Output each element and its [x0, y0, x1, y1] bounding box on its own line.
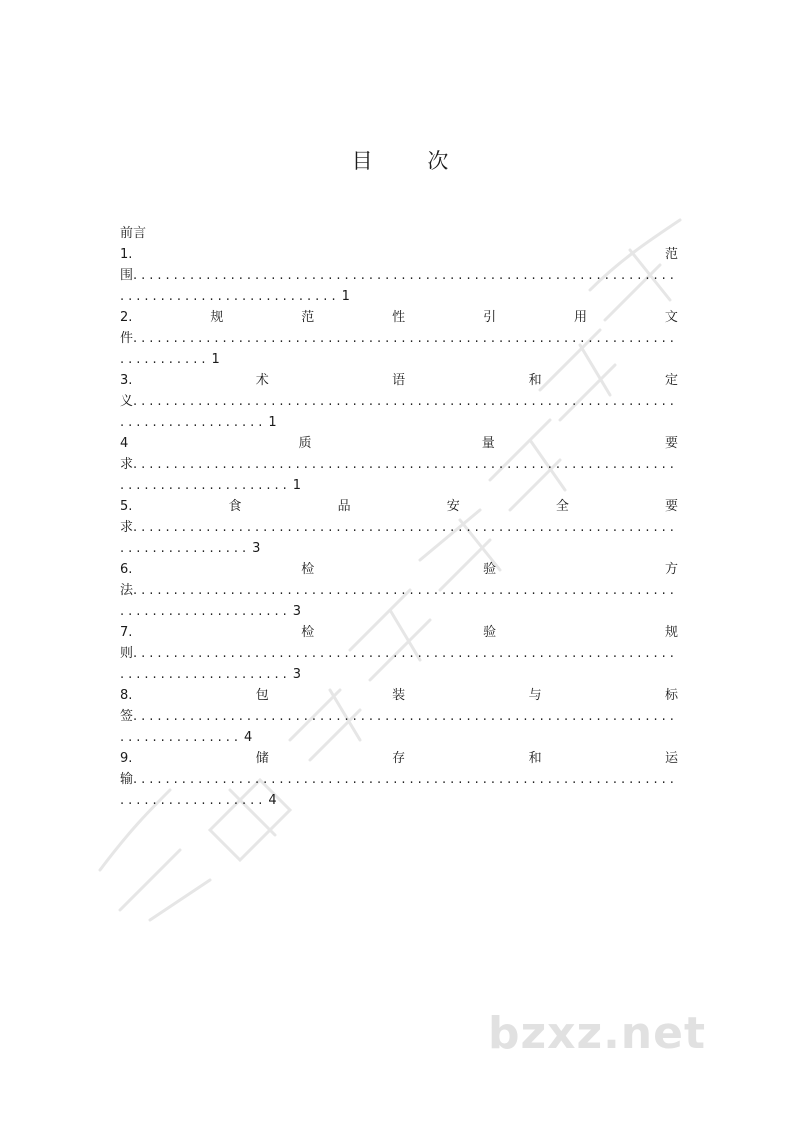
toc-heading-part: 标	[664, 688, 678, 703]
toc-heading-part: 8.	[120, 688, 133, 703]
toc-entry[interactable]	[120, 496, 678, 559]
toc-heading-line	[120, 622, 678, 643]
toc-heading-part: 定	[664, 373, 678, 388]
toc-page-number: 1	[211, 352, 220, 367]
toc-heading-part: 9.	[120, 751, 133, 766]
toc-dot-leader: ..................	[120, 415, 267, 430]
toc-heading-line	[120, 685, 678, 706]
toc-heading-part: 范	[301, 310, 315, 325]
toc-page-number: 1	[292, 478, 302, 493]
toc-entry[interactable]	[120, 433, 678, 496]
table-of-contents	[120, 223, 678, 811]
toc-page-number: 1	[341, 289, 350, 304]
toc-heading-tail: 义	[120, 394, 134, 409]
toc-entry[interactable]	[120, 748, 678, 811]
toc-heading-part: 引	[483, 310, 497, 325]
toc-page-line	[120, 601, 678, 622]
toc-heading-part: 术	[255, 373, 269, 388]
toc-heading-line	[120, 748, 678, 769]
toc-heading-part: 6.	[120, 562, 133, 577]
toc-heading-part: 安	[446, 499, 460, 514]
toc-heading-tail: 则	[120, 646, 134, 661]
toc-dot-leader: ...................................................................	[133, 394, 678, 409]
toc-heading-line	[120, 433, 678, 454]
toc-page-number: 4	[244, 730, 253, 745]
toc-heading-part: 品	[337, 499, 351, 514]
toc-heading-tail: 法	[120, 583, 134, 598]
toc-dot-leader: ...................................................................	[133, 772, 678, 787]
toc-page-line	[120, 664, 678, 685]
toc-page-line	[120, 286, 678, 307]
toc-heading-line	[120, 244, 678, 265]
toc-heading-part: 要	[664, 499, 678, 514]
toc-heading-part: 性	[392, 310, 406, 325]
toc-dot-leader: ................	[120, 541, 251, 556]
toc-heading-line	[120, 307, 678, 328]
toc-dot-leader: ...................................................................	[133, 331, 678, 346]
toc-continuation-line	[120, 454, 678, 475]
toc-continuation-line	[120, 580, 678, 601]
toc-dot-leader: ...................................................................	[133, 709, 678, 724]
toc-heading-part: 存	[392, 751, 406, 766]
toc-page-line	[120, 538, 678, 559]
toc-heading-tail: 输	[120, 772, 134, 787]
toc-continuation-line	[120, 391, 678, 412]
toc-heading-part: 运	[664, 751, 678, 766]
toc-entry[interactable]	[120, 685, 678, 748]
toc-heading-part: 文	[664, 310, 678, 325]
toc-heading-part: 和	[528, 373, 542, 388]
toc-heading-tail: 求	[120, 457, 134, 472]
toc-page-number: 3	[292, 604, 302, 619]
toc-preface: 前言	[120, 226, 147, 241]
toc-entry[interactable]	[120, 307, 678, 370]
toc-dot-leader: ...............	[120, 730, 242, 745]
toc-page-number: 3	[252, 541, 261, 556]
toc-heading-line	[120, 559, 678, 580]
toc-heading-part: 7.	[120, 625, 133, 640]
toc-heading-tail: 求	[120, 520, 134, 535]
toc-entry[interactable]	[120, 370, 678, 433]
toc-dot-leader: ...........................	[120, 289, 340, 304]
toc-dot-leader: .....................	[120, 604, 291, 619]
toc-entry[interactable]	[120, 244, 678, 307]
toc-heading-part: 储	[255, 751, 269, 766]
toc-entry[interactable]	[120, 622, 678, 685]
toc-page-number: 4	[268, 793, 277, 808]
toc-dot-leader: .....................	[120, 478, 291, 493]
toc-page-number: 3	[292, 667, 302, 682]
toc-page-line	[120, 412, 678, 433]
toc-heading-part: 3.	[120, 373, 133, 388]
toc-heading-part: 1.	[120, 247, 133, 262]
toc-continuation-line	[120, 706, 678, 727]
toc-heading-tail: 签	[120, 709, 134, 724]
toc-dot-leader: ...................................................................	[133, 646, 678, 661]
toc-page-line	[120, 727, 678, 748]
toc-entry[interactable]	[120, 559, 678, 622]
toc-heading-part: 语	[392, 373, 406, 388]
toc-heading-part: 规	[210, 310, 224, 325]
toc-heading-part: 验	[483, 562, 497, 577]
watermark-site-text: bzxz.net	[488, 1008, 707, 1059]
toc-heading-part: 2.	[120, 310, 133, 325]
toc-dot-leader: ..................	[120, 793, 267, 808]
toc-heading-part: 包	[255, 688, 269, 703]
toc-dot-leader: ...................................................................	[133, 583, 678, 598]
toc-heading-part: 4	[120, 436, 129, 451]
toc-page-number: 1	[268, 415, 277, 430]
toc-heading-tail: 围	[120, 268, 134, 283]
toc-dot-leader: ...................................................................	[133, 268, 678, 283]
toc-heading-line	[120, 496, 678, 517]
toc-heading-part: 方	[664, 562, 678, 577]
toc-continuation-line	[120, 265, 678, 286]
page-title: 目 次	[351, 149, 473, 173]
toc-heading-part: 规	[664, 625, 678, 640]
toc-dot-leader: ...................................................................	[133, 520, 678, 535]
toc-dot-leader: ...........	[120, 352, 210, 367]
toc-heading-part: 质	[298, 436, 312, 451]
toc-heading-part: 食	[228, 499, 242, 514]
toc-page-line	[120, 475, 678, 496]
toc-heading-part: 和	[528, 751, 542, 766]
toc-page-line	[120, 349, 678, 370]
toc-heading-part: 量	[481, 436, 495, 451]
toc-continuation-line	[120, 643, 678, 664]
toc-heading-part: 用	[574, 310, 588, 325]
toc-heading-part: 5.	[120, 499, 133, 514]
toc-continuation-line	[120, 328, 678, 349]
toc-heading-part: 范	[664, 247, 678, 262]
toc-continuation-line	[120, 517, 678, 538]
toc-dot-leader: .....................	[120, 667, 291, 682]
toc-heading-part: 检	[301, 562, 315, 577]
toc-heading-part: 验	[483, 625, 497, 640]
toc-heading-tail: 件	[120, 331, 134, 346]
toc-heading-line	[120, 370, 678, 391]
toc-heading-part: 检	[301, 625, 315, 640]
toc-continuation-line	[120, 769, 678, 790]
toc-heading-part: 与	[528, 688, 542, 703]
toc-dot-leader: ...................................................................	[133, 457, 678, 472]
toc-heading-part: 全	[555, 499, 569, 514]
toc-page-line	[120, 790, 678, 811]
toc-heading-part: 要	[664, 436, 678, 451]
toc-heading-part: 装	[392, 688, 406, 703]
